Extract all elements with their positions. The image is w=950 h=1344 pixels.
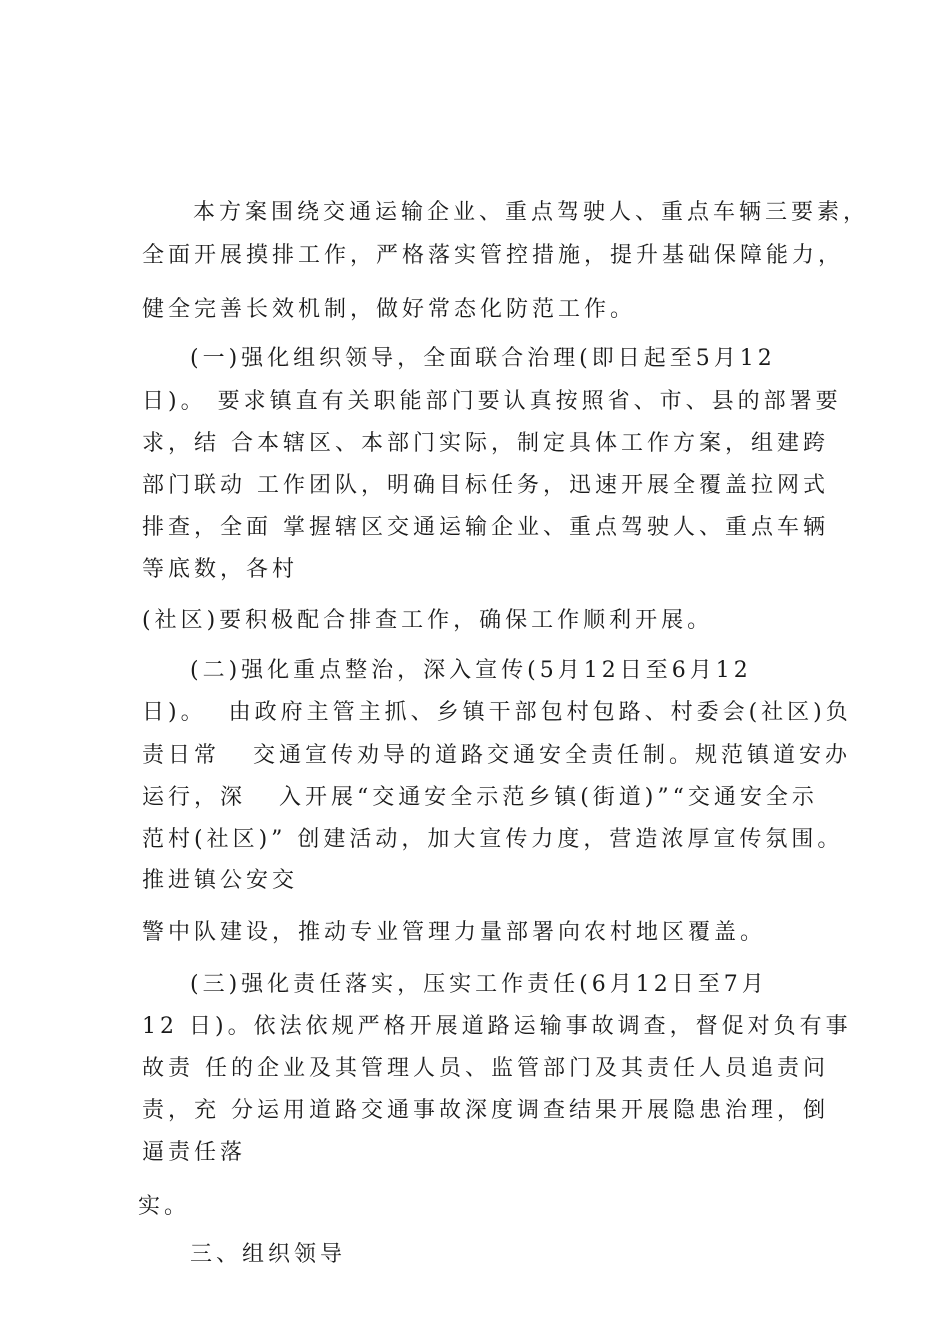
text-line: (二)强化重点整治，深入宣传(5月12日至6月12	[190, 658, 752, 683]
section-heading: 三、组织领导	[190, 1242, 347, 1267]
text-line: 12 日)。依法依规严格开展道路运输事故调查，督促对负有事	[142, 1014, 852, 1039]
text-line: 逼责任落	[142, 1140, 247, 1165]
text-line: 推进镇公安交	[142, 868, 299, 893]
text-line: (三)强化责任落实，压实工作责任(6月12日至7月	[190, 972, 768, 997]
text-line: 责，充 分运用道路交通事故深度调查结果开展隐患治理，倒	[142, 1098, 829, 1123]
text-line: 求，结 合本辖区、本部门实际，制定具体工作方案，组建跨	[142, 431, 829, 456]
text-line: (社区)要积极配合排查工作，确保工作顺利开展。	[142, 608, 714, 633]
text-line: 实。	[138, 1194, 191, 1219]
text-line: 范村(社区)” 创建活动，加大宣传力度，营造浓厚宣传氛围。	[142, 827, 844, 852]
text-line: 故责 任的企业及其管理人员、监管部门及其责任人员追责问	[142, 1056, 829, 1081]
text-line: 部门联动 工作团队，明确目标任务，迅速开展全覆盖拉网式	[142, 473, 829, 498]
text-line: 健全完善长效机制，做好常态化防范工作。	[142, 297, 637, 322]
text-line: (一)强化组织领导，全面联合治理(即日起至5月12	[190, 346, 776, 371]
text-line: 运行，深 入开展“交通安全示范乡镇(街道)”“交通安全示	[142, 785, 818, 810]
text-line: 责日常 交通宣传劝导的道路交通安全责任制。规范镇道安办	[142, 743, 851, 768]
text-line: 警中队建设，推动专业管理力量部署向农村地区覆盖。	[142, 920, 767, 945]
text-line: 日)。 要求镇直有关职能部门要认真按照省、市、县的部署要	[142, 389, 842, 414]
text-line: 等底数，各村	[142, 557, 299, 582]
text-line: 排查，全面 掌握辖区交通运输企业、重点驾驶人、重点车辆	[142, 515, 829, 540]
text-line: 日)。 由政府主管主抓、乡镇干部包村包路、村委会(社区)负	[142, 700, 852, 725]
text-line: 全面开展摸排工作，严格落实管控措施，提升基础保障能力，	[142, 243, 845, 268]
text-line: 本方案围绕交通运输企业、重点驾驶人、重点车辆三要素，	[193, 200, 870, 225]
